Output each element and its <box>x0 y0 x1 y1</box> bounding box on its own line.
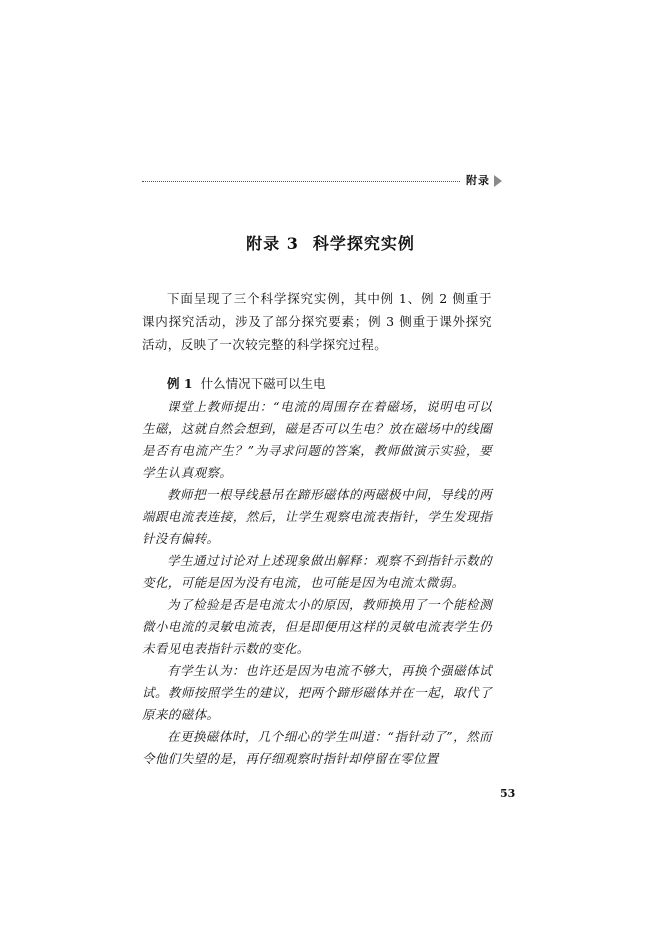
example-paragraph: 教师把一根导线悬吊在蹄形磁体的两磁极中间，导线的两端跟电流表连接，然后，让学生观察电流表指针，学生发现指针没有偏转。 <box>142 487 492 546</box>
body-text <box>142 287 492 770</box>
example-title: 什么情况下磁可以生电 <box>200 376 326 391</box>
example-number: 例 1 <box>167 376 193 391</box>
intro-paragraph: 下面呈现了三个科学探究实例，其中例 1、例 2 侧重于课内探究活动，涉及了部分探究要素；例 3 侧重于课外探究活动，反映了一次较完整的科学探究过程。 <box>142 291 492 352</box>
example-paragraph: 在更换磁体时，几个细心的学生叫道：“指针动了”，然而令他们失望的是，再仔细观察时指针却停留在零位置 <box>142 729 492 766</box>
appendix-title: 科学探究实例 <box>312 234 415 253</box>
header-rule <box>142 181 460 182</box>
header-arrow-icon <box>494 175 502 187</box>
page-title <box>0 232 661 256</box>
page-number: 53 <box>500 787 516 800</box>
example-heading <box>142 373 492 395</box>
example-paragraph: 学生通过讨论对上述现象做出解释：观察不到指针示数的变化，可能是因为没有电流，也可能是因为电流太微弱。 <box>142 553 492 590</box>
example-paragraph: 有学生认为：也许还是因为电流不够大，再换个强磁体试试。教师按照学生的建议，把两个蹄形磁体并在一起，取代了原来的磁体。 <box>142 663 492 722</box>
example-paragraph: 课堂上教师提出：“电流的周围存在着磁场，说明电可以生磁，这就自然会想到，磁是否可以生电？放在磁场中的线圈是否有电流产生？”为寻求问题的答案，教师做演示实验，要学生认真观察。 <box>142 399 492 480</box>
running-header: 附录 <box>466 174 490 187</box>
example-paragraph: 为了检验是否是电流太小的原因，教师换用了一个能检测微小电流的灵敏电流表，但是即便用这样的灵敏电流表学生仍未看见电表指针示数的变化。 <box>142 597 492 656</box>
appendix-number: 附录 3 <box>246 234 299 253</box>
